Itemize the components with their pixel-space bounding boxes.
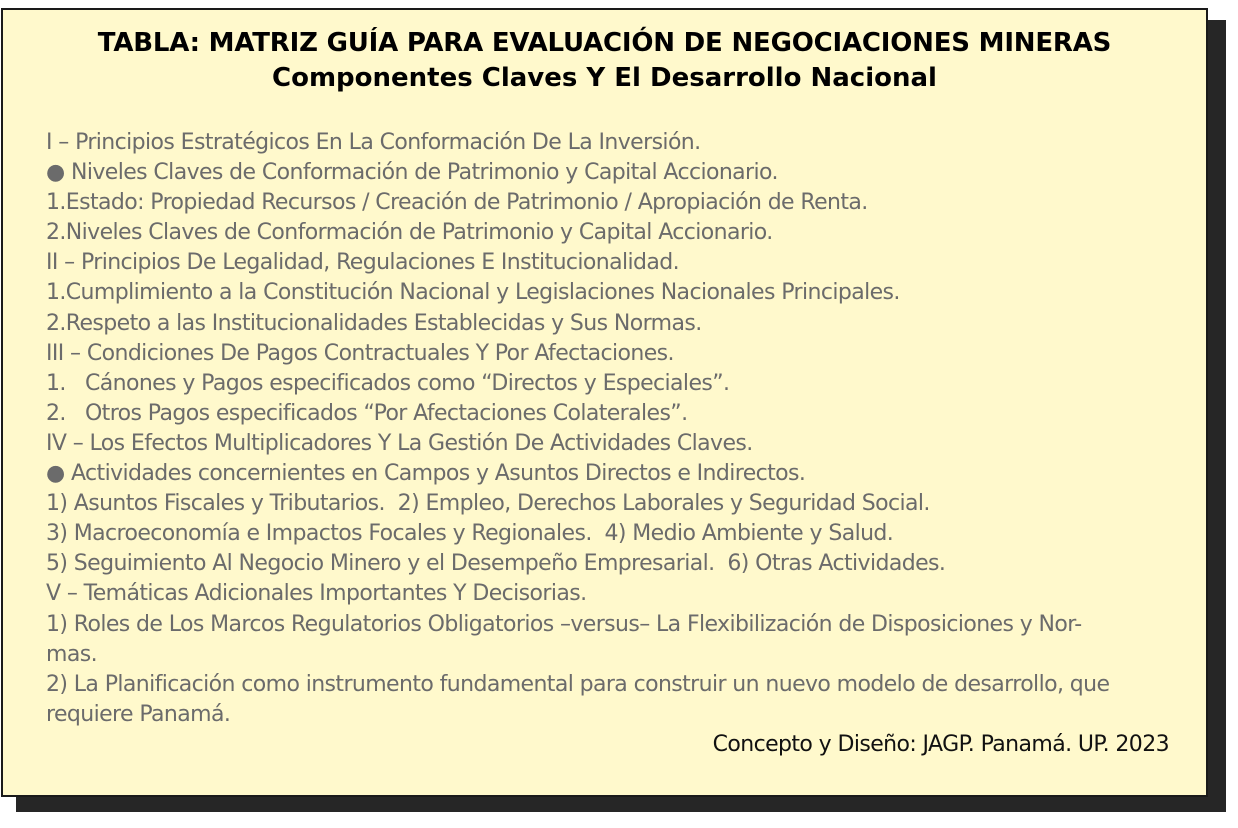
list-item: ● Actividades concernientes en Campos y Asuntos Directos e Indirectos. bbox=[46, 461, 806, 487]
list-item: 2.Niveles Claves de Conformación de Patrimonio y Capital Accionario. bbox=[46, 220, 773, 246]
list-item: 1) Roles de Los Marcos Regulatorios Obligatorios –versus– La Flexibilización de Disposiciones y Nor- bbox=[46, 611, 1082, 637]
list-item: 5) Seguimiento Al Negocio Minero y el Desempeño Empresarial. 6) Otras Actividades. bbox=[46, 551, 946, 577]
list-item: 2. Otros Pagos especificados “Por Afectaciones Colaterales”. bbox=[46, 400, 688, 426]
section-heading: II – Principios De Legalidad, Regulaciones E Institucionalidad. bbox=[46, 250, 680, 276]
list-item: 3) Macroeconomía e Impactos Focales y Regionales. 4) Medio Ambiente y Salud. bbox=[46, 521, 894, 547]
page-subtitle: Componentes Claves Y El Desarrollo Nacional bbox=[272, 63, 937, 93]
section-heading: III – Condiciones De Pagos Contractuales Y Por Afectaciones. bbox=[46, 340, 674, 366]
list-item: 2) La Planificación como instrumento fundamental para construir un nuevo modelo de desarrollo, que bbox=[46, 671, 1110, 697]
list-item: 1.Estado: Propiedad Recursos / Creación de Patrimonio / Apropiación de Renta. bbox=[46, 190, 868, 216]
page-title: TABLA: MATRIZ GUÍA PARA EVALUACIÓN DE NEGOCIACIONES MINERAS bbox=[97, 28, 1112, 58]
list-item: 2.Respeto a las Institucionalidades Establecidas y Sus Normas. bbox=[46, 310, 702, 336]
matrix-panel bbox=[1, 8, 1208, 797]
list-item: mas. bbox=[46, 641, 97, 667]
list-item: ● Niveles Claves de Conformación de Patrimonio y Capital Accionario. bbox=[46, 160, 778, 186]
list-item: 1. Cánones y Pagos especificados como “Directos y Especiales”. bbox=[46, 370, 730, 396]
matrix-list bbox=[46, 128, 1176, 730]
list-item: requiere Panamá. bbox=[46, 701, 231, 727]
list-item: 1) Asuntos Fiscales y Tributarios. 2) Empleo, Derechos Laborales y Seguridad Social. bbox=[46, 491, 930, 517]
credit-line: Concepto y Diseño: JAGP. Panamá. UP. 2023 bbox=[712, 732, 1169, 757]
section-heading: IV – Los Efectos Multiplicadores Y La Gestión De Actividades Claves. bbox=[46, 430, 753, 456]
list-item: 1.Cumplimiento a la Constitución Nacional y Legislaciones Nacionales Principales. bbox=[46, 280, 900, 306]
section-heading: I – Principios Estratégicos En La Conformación De La Inversión. bbox=[46, 130, 701, 155]
section-heading: V – Temáticas Adicionales Importantes Y Decisorias. bbox=[46, 581, 587, 607]
